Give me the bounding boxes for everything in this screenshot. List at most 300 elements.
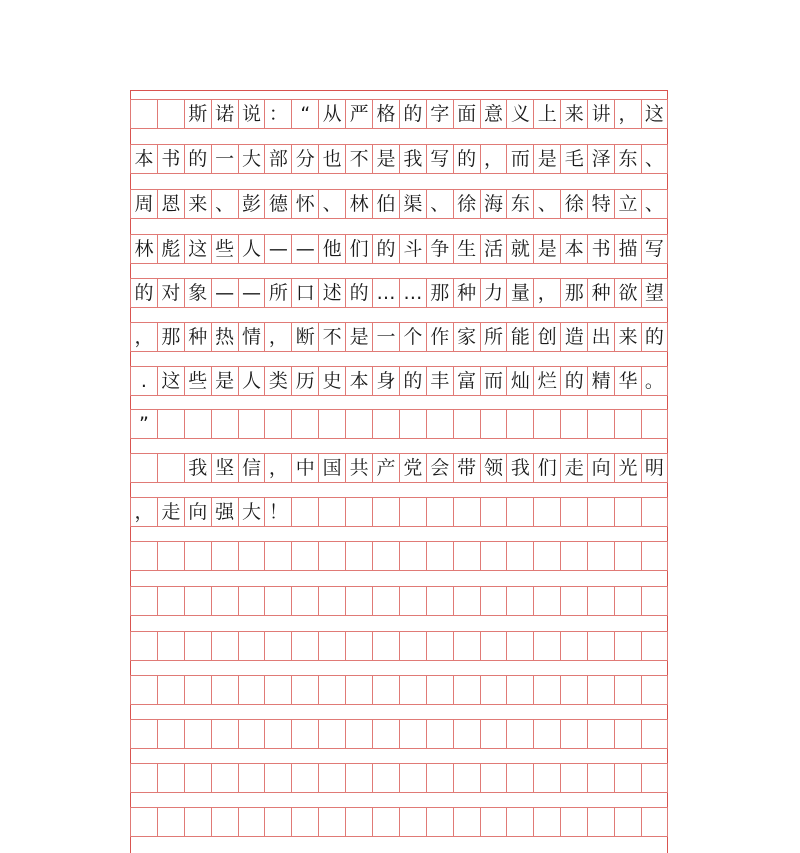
grid-cell: [291, 631, 318, 661]
grid-cell: 明: [641, 453, 668, 483]
grid-cell: [238, 807, 265, 837]
grid-cell: [506, 807, 533, 837]
grid-cell: [291, 409, 318, 439]
grid-cell: 种: [453, 278, 480, 308]
grid-cell: 精: [587, 366, 614, 396]
grid-cell: 的: [560, 366, 587, 396]
grid-cell: 斗: [399, 234, 426, 264]
grid-cell: 坚: [211, 453, 238, 483]
grid-cell: [345, 586, 372, 616]
grid-cell: [587, 807, 614, 837]
grid-cell: 不: [318, 322, 345, 352]
grid-cell: 争: [426, 234, 453, 264]
grid-cell: 意: [480, 99, 507, 129]
grid-cell: 而: [480, 366, 507, 396]
grid-cell: 也: [318, 144, 345, 174]
grid-cell: 个: [399, 322, 426, 352]
grid-cell: [641, 409, 668, 439]
grid-cell: ，: [264, 453, 291, 483]
grid-cell: 、: [641, 144, 668, 174]
grid-cell: 东: [506, 189, 533, 219]
grid-cell: ：: [264, 99, 291, 129]
grid-cell: [560, 807, 587, 837]
grid-cell: 量: [506, 278, 533, 308]
grid-cell: [587, 631, 614, 661]
grid-cell: ”: [130, 409, 157, 439]
grid-cell: 富: [453, 366, 480, 396]
grid-cell: [587, 586, 614, 616]
grid-cell: [399, 719, 426, 749]
grid-cell: [130, 586, 157, 616]
grid-cell: 类: [264, 366, 291, 396]
grid-cell: [318, 409, 345, 439]
grid-cell: 大: [238, 144, 265, 174]
grid-cell: [318, 763, 345, 793]
grid-cell: [238, 541, 265, 571]
grid-cell: 徐: [560, 189, 587, 219]
grid-cell: [560, 409, 587, 439]
grid-cell: [238, 719, 265, 749]
grid-cell: 家: [453, 322, 480, 352]
grid-cell: 产: [372, 453, 399, 483]
grid-cell: [453, 409, 480, 439]
grid-cell: [641, 763, 668, 793]
grid-cell: [184, 631, 211, 661]
grid-cell: [587, 719, 614, 749]
grid-cell: [506, 586, 533, 616]
grid-cell: 烂: [533, 366, 560, 396]
grid-cell: [614, 631, 641, 661]
grid-cell: 会: [426, 453, 453, 483]
grid-cell: 口: [291, 278, 318, 308]
grid-cell: 望: [641, 278, 668, 308]
grid-cell: [587, 409, 614, 439]
grid-cell: [560, 586, 587, 616]
grid-cell: [345, 631, 372, 661]
grid-cell: 历: [291, 366, 318, 396]
grid-cell: 怀: [291, 189, 318, 219]
grid-cell: [506, 675, 533, 705]
grid-cell: [372, 807, 399, 837]
grid-cell: 史: [318, 366, 345, 396]
grid-cell: [533, 586, 560, 616]
grid-cell: 生: [453, 234, 480, 264]
grid-cell: [587, 675, 614, 705]
grid-cell: 那: [157, 322, 184, 352]
grid-cell: 是: [345, 322, 372, 352]
grid-row: [130, 497, 668, 527]
grid-cell: 的: [453, 144, 480, 174]
grid-cell: [345, 719, 372, 749]
grid-cell: 灿: [506, 366, 533, 396]
grid-cell: 。: [641, 366, 668, 396]
grid-cell: 写: [641, 234, 668, 264]
grid-cell: [291, 719, 318, 749]
grid-cell: 德: [264, 189, 291, 219]
grid-cell: 国: [318, 453, 345, 483]
grid-cell: [614, 497, 641, 527]
grid-cell: 我: [399, 144, 426, 174]
grid-cell: ，: [130, 497, 157, 527]
grid-cell: [238, 675, 265, 705]
grid-cell: [614, 586, 641, 616]
grid-cell: 来: [560, 99, 587, 129]
grid-cell: 面: [453, 99, 480, 129]
grid-cell: [560, 675, 587, 705]
grid-cell: [614, 409, 641, 439]
grid-cell: 义: [506, 99, 533, 129]
grid-cell: 书: [587, 234, 614, 264]
grid-cell: [641, 631, 668, 661]
grid-row: [130, 409, 668, 439]
grid-cell: 热: [211, 322, 238, 352]
grid-cell: [399, 807, 426, 837]
grid-cell: 来: [614, 322, 641, 352]
grid-cell: [130, 807, 157, 837]
grid-cell: [345, 807, 372, 837]
grid-cell: 活: [480, 234, 507, 264]
grid-cell: [614, 719, 641, 749]
grid-cell: [453, 586, 480, 616]
grid-cell: [560, 631, 587, 661]
grid-cell: [211, 807, 238, 837]
grid-row: [130, 453, 668, 483]
grid-cell: 不: [345, 144, 372, 174]
grid-cell: [157, 631, 184, 661]
grid-cell: 些: [184, 366, 211, 396]
grid-cell: 领: [480, 453, 507, 483]
grid-cell: 是: [372, 144, 399, 174]
grid-cell: 伯: [372, 189, 399, 219]
grid-cell: ！: [264, 497, 291, 527]
grid-cell: [264, 541, 291, 571]
grid-cell: 那: [560, 278, 587, 308]
grid-cell: 强: [211, 497, 238, 527]
grid-cell: [157, 719, 184, 749]
grid-cell: [264, 719, 291, 749]
grid-cell: 特: [587, 189, 614, 219]
grid-cell: [587, 541, 614, 571]
grid-cell: [184, 807, 211, 837]
grid-cell: 上: [533, 99, 560, 129]
grid-cell: 象: [184, 278, 211, 308]
grid-cell: [614, 763, 641, 793]
grid-cell: [157, 763, 184, 793]
grid-cell: 恩: [157, 189, 184, 219]
grid-cell: [157, 409, 184, 439]
grid-cell: [372, 675, 399, 705]
grid-cell: [426, 719, 453, 749]
grid-cell: 力: [480, 278, 507, 308]
grid-cell: 字: [426, 99, 453, 129]
grid-cell: [560, 541, 587, 571]
grid-cell: [264, 631, 291, 661]
grid-cell: [560, 763, 587, 793]
grid-cell: 创: [533, 322, 560, 352]
grid-cell: ，: [264, 322, 291, 352]
grid-cell: [345, 497, 372, 527]
grid-cell: 讲: [587, 99, 614, 129]
grid-cell: 书: [157, 144, 184, 174]
grid-cell: 写: [426, 144, 453, 174]
grid-cell: [480, 763, 507, 793]
grid-cell: [264, 586, 291, 616]
grid-cell: [480, 541, 507, 571]
grid-cell: [372, 631, 399, 661]
grid-row: [130, 366, 668, 396]
grid-cell: [506, 631, 533, 661]
grid-row: [130, 675, 668, 705]
grid-cell: 的: [184, 144, 211, 174]
grid-cell: 们: [533, 453, 560, 483]
grid-cell: [372, 719, 399, 749]
grid-cell: 带: [453, 453, 480, 483]
grid-cell: [238, 586, 265, 616]
grid-cell: 们: [345, 234, 372, 264]
grid-cell: ，: [533, 278, 560, 308]
grid-cell: 彪: [157, 234, 184, 264]
grid-cell: 的: [641, 322, 668, 352]
grid-cell: [533, 541, 560, 571]
grid-cell: 中: [291, 453, 318, 483]
grid-cell: [318, 675, 345, 705]
grid-cell: [345, 541, 372, 571]
grid-cell: [426, 763, 453, 793]
grid-cell: [184, 409, 211, 439]
grid-cell: 、: [318, 189, 345, 219]
grid-cell: 人: [238, 366, 265, 396]
grid-cell: 种: [587, 278, 614, 308]
grid-cell: [533, 763, 560, 793]
grid-cell: 斯: [184, 99, 211, 129]
grid-row: [130, 278, 668, 308]
grid-cell: [453, 719, 480, 749]
grid-cell: 东: [614, 144, 641, 174]
grid-cell: [399, 586, 426, 616]
grid-cell: [318, 631, 345, 661]
grid-cell: 的: [399, 99, 426, 129]
grid-cell: [318, 586, 345, 616]
grid-row: [130, 234, 668, 264]
grid-cell: [157, 807, 184, 837]
grid-cell: —: [211, 278, 238, 308]
grid-cell: [399, 631, 426, 661]
grid-cell: [372, 541, 399, 571]
grid-cell: [426, 409, 453, 439]
grid-cell: [506, 719, 533, 749]
grid-cell: [291, 541, 318, 571]
grid-cell: [399, 675, 426, 705]
grid-cell: 林: [130, 234, 157, 264]
grid-row: [130, 719, 668, 749]
grid-cell: 走: [157, 497, 184, 527]
grid-cell: [184, 719, 211, 749]
grid-cell: 我: [506, 453, 533, 483]
grid-cell: [641, 675, 668, 705]
grid-cell: 、: [426, 189, 453, 219]
grid-cell: [238, 409, 265, 439]
grid-cell: [264, 807, 291, 837]
grid-cell: 华: [614, 366, 641, 396]
grid-cell: [184, 541, 211, 571]
grid-cell: [291, 586, 318, 616]
grid-cell: 来: [184, 189, 211, 219]
grid-row: [130, 586, 668, 616]
grid-cell: [641, 807, 668, 837]
grid-cell: 从: [318, 99, 345, 129]
grid-cell: [453, 497, 480, 527]
grid-row: [130, 807, 668, 837]
grid-cell: [211, 763, 238, 793]
grid-cell: 人: [238, 234, 265, 264]
grid-cell: [587, 497, 614, 527]
grid-cell: [614, 675, 641, 705]
grid-cell: [291, 497, 318, 527]
grid-cell: [211, 541, 238, 571]
grid-cell: [130, 631, 157, 661]
grid-cell: 描: [614, 234, 641, 264]
grid-cell: 我: [184, 453, 211, 483]
grid-cell: [264, 409, 291, 439]
grid-cell: [157, 541, 184, 571]
grid-cell: 光: [614, 453, 641, 483]
grid-cell: 本: [130, 144, 157, 174]
grid-cell: 就: [506, 234, 533, 264]
grid-cell: [238, 631, 265, 661]
grid-cell: 共: [345, 453, 372, 483]
grid-cell: 作: [426, 322, 453, 352]
grid-cell: [184, 675, 211, 705]
grid-cell: “: [291, 99, 318, 129]
grid-cell: [130, 763, 157, 793]
grid-cell: [130, 99, 157, 129]
grid-cell: —: [238, 278, 265, 308]
grid-cell: [453, 807, 480, 837]
grid-cell: [453, 631, 480, 661]
grid-cell: [506, 497, 533, 527]
grid-cell: [372, 497, 399, 527]
grid-cell: [291, 763, 318, 793]
grid-cell: [291, 807, 318, 837]
grid-cell: [318, 719, 345, 749]
grid-cell: [238, 763, 265, 793]
grid-cell: [533, 807, 560, 837]
grid-cell: [426, 541, 453, 571]
grid-cell: [506, 541, 533, 571]
grid-cell: [157, 99, 184, 129]
grid-cell: 、: [641, 189, 668, 219]
grid-cell: …: [372, 278, 399, 308]
grid-cell: 出: [587, 322, 614, 352]
grid-cell: 泽: [587, 144, 614, 174]
grid-cell: [587, 763, 614, 793]
grid-cell: 述: [318, 278, 345, 308]
grid-cell: [264, 675, 291, 705]
grid-cell: 断: [291, 322, 318, 352]
grid-cell: 本: [560, 234, 587, 264]
grid-cell: [157, 675, 184, 705]
grid-cell: 严: [345, 99, 372, 129]
grid-cell: [533, 409, 560, 439]
grid-cell: [614, 541, 641, 571]
grid-row: [130, 763, 668, 793]
grid-cell: [184, 586, 211, 616]
grid-cell: 说: [238, 99, 265, 129]
grid-cell: 是: [533, 144, 560, 174]
grid-cell: —: [264, 234, 291, 264]
grid-row: [130, 99, 668, 129]
grid-cell: 种: [184, 322, 211, 352]
grid-cell: 彭: [238, 189, 265, 219]
grid-cell: 丰: [426, 366, 453, 396]
grid-cell: 格: [372, 99, 399, 129]
grid-cell: 党: [399, 453, 426, 483]
grid-cell: [184, 763, 211, 793]
grid-cell: 所: [264, 278, 291, 308]
grid-cell: [453, 541, 480, 571]
grid-cell: [641, 586, 668, 616]
grid-cell: 大: [238, 497, 265, 527]
grid-cell: [426, 497, 453, 527]
grid-cell: [399, 763, 426, 793]
grid-cell: [318, 541, 345, 571]
grid-cell: [506, 763, 533, 793]
grid-cell: 信: [238, 453, 265, 483]
grid-cell: [560, 719, 587, 749]
grid-cell: 欲: [614, 278, 641, 308]
grid-cell: 徐: [453, 189, 480, 219]
grid-cell: 是: [533, 234, 560, 264]
grid-cell: 毛: [560, 144, 587, 174]
grid-cell: [318, 497, 345, 527]
grid-cell: 这: [184, 234, 211, 264]
grid-cell: 造: [560, 322, 587, 352]
grid-cell: 一: [372, 322, 399, 352]
grid-cell: [399, 497, 426, 527]
grid-cell: [480, 497, 507, 527]
grid-cell: 分: [291, 144, 318, 174]
grid-cell: [480, 675, 507, 705]
grid-cell: 的: [345, 278, 372, 308]
grid-cell: [399, 409, 426, 439]
grid-cell: [426, 586, 453, 616]
grid-cell: 情: [238, 322, 265, 352]
grid-cell: ，: [614, 99, 641, 129]
grid-cell: [480, 719, 507, 749]
grid-cell: 对: [157, 278, 184, 308]
grid-cell: [453, 763, 480, 793]
grid-cell: .: [130, 366, 157, 396]
grid-cell: [533, 675, 560, 705]
grid-cell: 些: [211, 234, 238, 264]
grid-cell: [641, 719, 668, 749]
grid-cell: [372, 763, 399, 793]
grid-cell: [211, 719, 238, 749]
grid-cell: [560, 497, 587, 527]
grid-cell: [130, 453, 157, 483]
grid-cell: [130, 541, 157, 571]
grid-cell: [291, 675, 318, 705]
grid-cell: [211, 631, 238, 661]
grid-cell: 诺: [211, 99, 238, 129]
grid-cell: 向: [587, 453, 614, 483]
grid-cell: [372, 409, 399, 439]
grid-cell: 的: [372, 234, 399, 264]
grid-cell: [614, 807, 641, 837]
grid-cell: 能: [506, 322, 533, 352]
grid-row: [130, 322, 668, 352]
grid-cell: ，: [480, 144, 507, 174]
